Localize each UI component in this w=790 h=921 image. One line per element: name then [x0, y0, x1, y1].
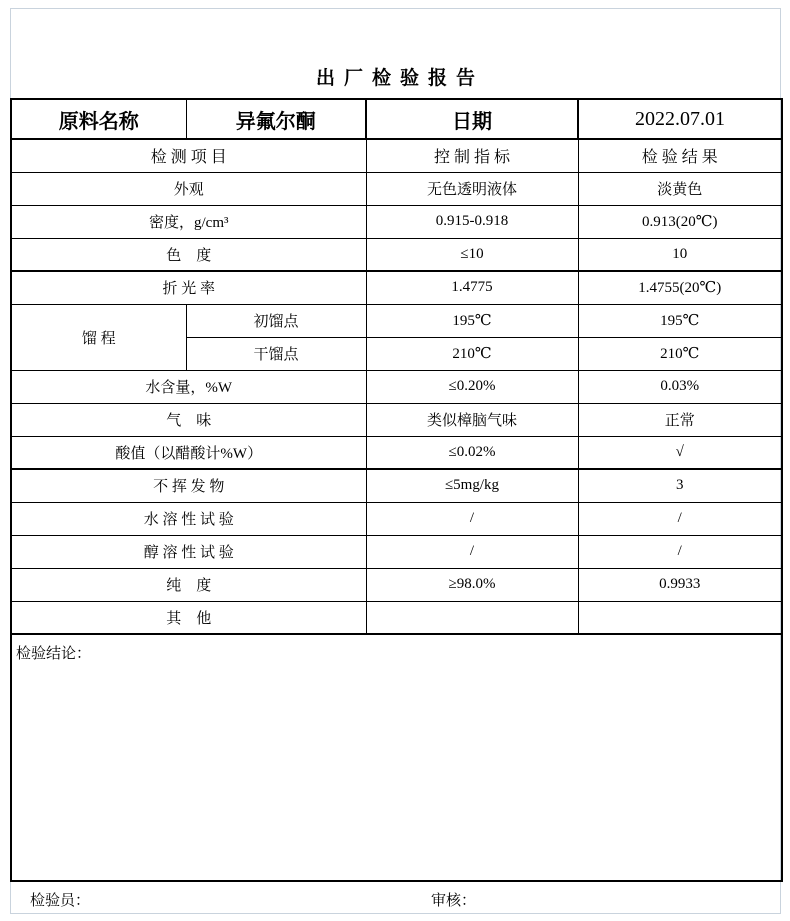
spec-cell: 0.915-0.918: [366, 205, 578, 238]
spec-cell: [366, 601, 578, 634]
item-cell: 密度，g/cm³: [11, 205, 366, 238]
report-title: 出厂检验报告: [315, 68, 484, 89]
item-cell: 水 溶 性 试 验: [11, 502, 366, 535]
item-cell: 外观: [11, 172, 366, 205]
table-row-appearance: [11, 172, 782, 205]
table-row-odor: [11, 403, 782, 436]
table-header-row: [11, 99, 782, 139]
distillation-group-label: 馏 程: [11, 304, 186, 370]
table-row-purity: [11, 568, 782, 601]
spec-cell: 无色透明液体: [366, 172, 578, 205]
item-cell: 色 度: [11, 238, 366, 271]
inspection-table: [10, 98, 783, 882]
spec-cell: /: [366, 535, 578, 568]
spec-cell: 1.4775: [366, 271, 578, 304]
item-cell: 不 挥 发 物: [11, 469, 366, 502]
material-name-label: 原料名称: [11, 99, 186, 139]
item-cell: 其 他: [11, 601, 366, 634]
result-cell: 210℃: [578, 337, 782, 370]
inspector-label: 检验员：: [30, 893, 91, 909]
item-cell: 气 味: [11, 403, 366, 436]
spec-cell: ≤5mg/kg: [366, 469, 578, 502]
result-cell: 10: [578, 238, 782, 271]
table-row-water-content: [11, 370, 782, 403]
item-cell: 初馏点: [186, 304, 366, 337]
result-cell: 0.03%: [578, 370, 782, 403]
spec-cell: 类似樟脑气味: [366, 403, 578, 436]
spec-cell: 195℃: [366, 304, 578, 337]
item-cell: 醇 溶 性 试 验: [11, 535, 366, 568]
result-cell: 1.4755(20℃): [578, 271, 782, 304]
material-name-value: 异氟尔酮: [186, 99, 366, 139]
spec-cell: ≤0.02%: [366, 436, 578, 469]
column-header-row: [11, 139, 782, 172]
spec-cell: ≤0.20%: [366, 370, 578, 403]
table-row-initial-boiling-point: [11, 304, 782, 337]
report-sheet: [10, 8, 781, 914]
result-cell: √: [578, 436, 782, 469]
table-row-water-solubility: [11, 502, 782, 535]
table-row-non-volatile: [11, 469, 782, 502]
spec-cell: ≤10: [366, 238, 578, 271]
table-row-refractive-index: [11, 271, 782, 304]
result-cell: /: [578, 535, 782, 568]
column-header-item: 检 测 项 目: [11, 139, 366, 172]
column-header-result: 检 验 结 果: [578, 139, 782, 172]
result-cell: [578, 601, 782, 634]
item-cell: 纯 度: [11, 568, 366, 601]
result-cell: 正常: [578, 403, 782, 436]
table-row-color: [11, 238, 782, 271]
date-value: 2022.07.01: [578, 99, 782, 139]
reviewer-label: 审核：: [431, 893, 477, 909]
conclusion-row: [11, 634, 782, 881]
spec-cell: 210℃: [366, 337, 578, 370]
column-header-spec: 控 制 指 标: [366, 139, 578, 172]
result-cell: 淡黄色: [578, 172, 782, 205]
conclusion-label: 检验结论：: [11, 634, 782, 881]
table-row-density: [11, 205, 782, 238]
spec-cell: ≥98.0%: [366, 568, 578, 601]
result-cell: 0.913(20℃): [578, 205, 782, 238]
item-cell: 酸值（以醋酸计%W）: [11, 436, 366, 469]
result-cell: /: [578, 502, 782, 535]
date-label: 日期: [366, 99, 578, 139]
result-cell: 3: [578, 469, 782, 502]
table-row-other: [11, 601, 782, 634]
table-row-alcohol-solubility: [11, 535, 782, 568]
result-cell: 0.9933: [578, 568, 782, 601]
table-row-acid-value: [11, 436, 782, 469]
item-cell: 折 光 率: [11, 271, 366, 304]
item-cell: 水含量，%W: [11, 370, 366, 403]
footer: [11, 885, 780, 913]
spec-cell: /: [366, 502, 578, 535]
result-cell: 195℃: [578, 304, 782, 337]
item-cell: 干馏点: [186, 337, 366, 370]
